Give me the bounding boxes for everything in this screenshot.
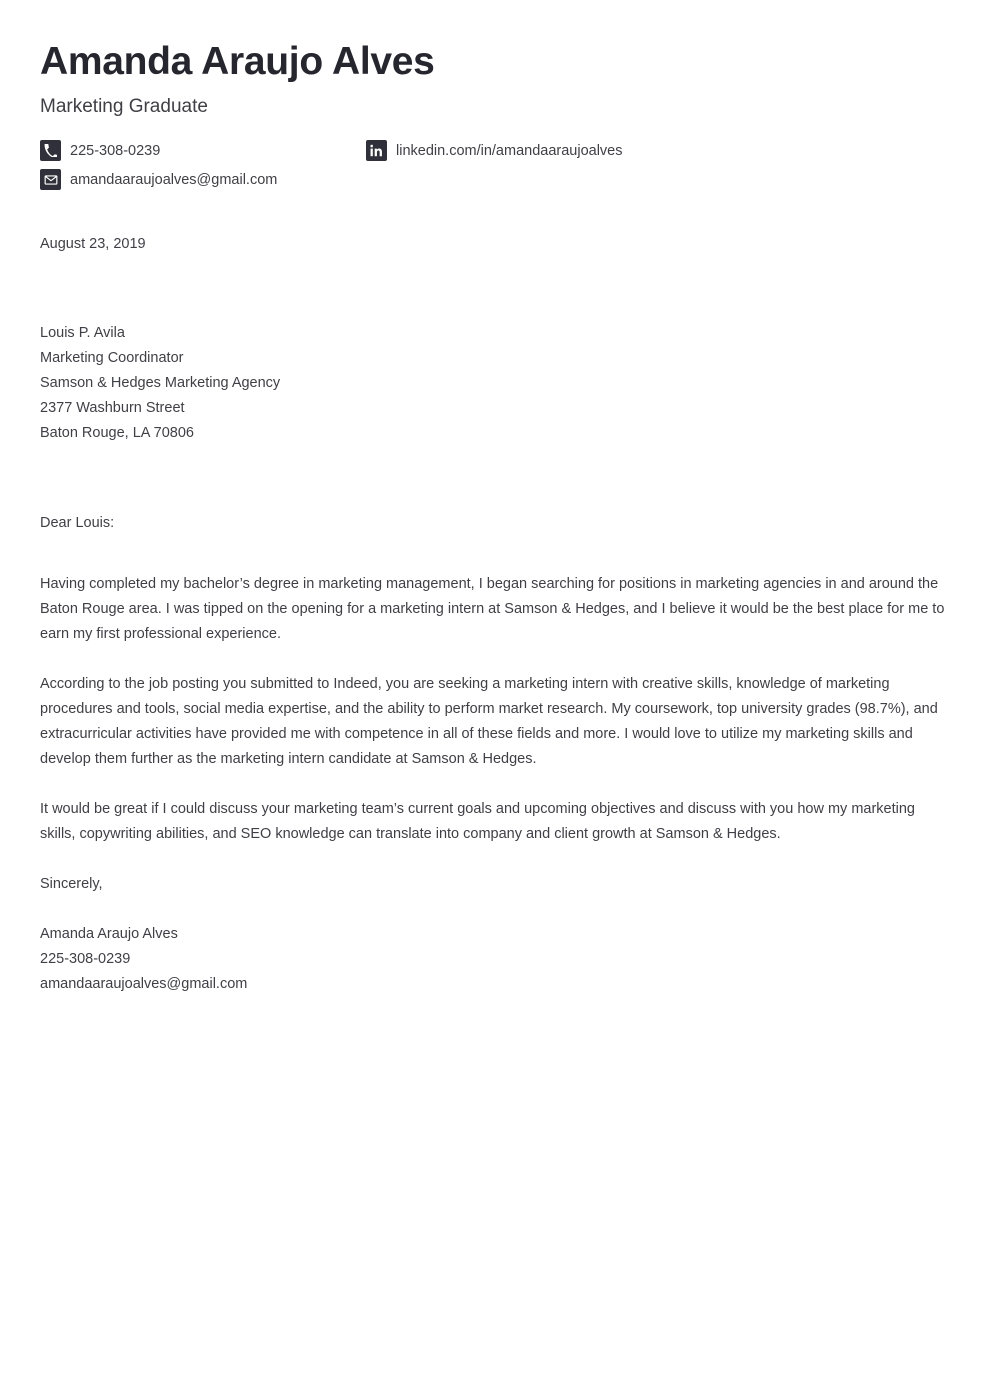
email-icon [40,169,61,190]
recipient-city: Baton Rouge, LA 70806 [40,424,194,441]
contact-linkedin-label: linkedin.com/in/amandaaraujoalves [396,142,623,159]
contact-info [40,140,945,190]
salutation: Dear Louis: [40,514,115,531]
contact-phone-label: 225-308-0239 [70,142,161,159]
linkedin-icon [366,140,387,161]
body-paragraph-2: According to the job posting you submitted to Indeed, you are seeking a marketing intern with creative skills, knowledge of marketing procedures and tools, social media expertise, and the ability to perform market research. My coursework, top university grades (98.7%), and extracurricular activities have provided me with competence in all of these fields and more. I would love to utilize my marketing skills and develop them further as the marketing intern candidate at Samson & Hedges. [40,675,938,767]
recipient-title: Marketing Coordinator [40,349,184,366]
job-title: Marketing Graduate [40,95,208,117]
body-paragraph-3: It would be great if I could discuss your marketing team’s current goals and upcoming objectives and discuss with you how my marketing skills, copywriting abilities, and SEO knowledge can translate into company and client growth at Samson & Hedges. [40,800,915,842]
recipient-block [40,321,945,446]
signature-phone: 225-308-0239 [40,950,131,967]
contact-phone[interactable] [40,140,366,161]
letter-body [40,511,945,997]
phone-icon [40,140,61,161]
signature-block [40,922,945,997]
contact-linkedin[interactable] [366,140,945,161]
contact-email-label: amandaaraujoalves@gmail.com [70,171,278,188]
recipient-company: Samson & Hedges Marketing Agency [40,374,281,391]
page-title: Amanda Araujo Alves [40,40,435,83]
contact-email[interactable] [40,169,366,190]
recipient-street: 2377 Washburn Street [40,399,185,416]
signature-name: Amanda Araujo Alves [40,925,178,942]
letter-date: August 23, 2019 [40,236,146,253]
signature-email: amandaaraujoalves@gmail.com [40,975,248,992]
letter-header [40,40,945,190]
closing-line: Sincerely, [40,875,103,892]
recipient-name: Louis P. Avila [40,324,125,341]
body-paragraph-1: Having completed my bachelor’s degree in marketing management, I began searching for positions in marketing agencies in and around the Baton Rouge area. I was tipped on the opening for a marketing intern at Samson & Hedges, and I believe it would be the best place for me to earn my first professional experience. [40,575,945,642]
